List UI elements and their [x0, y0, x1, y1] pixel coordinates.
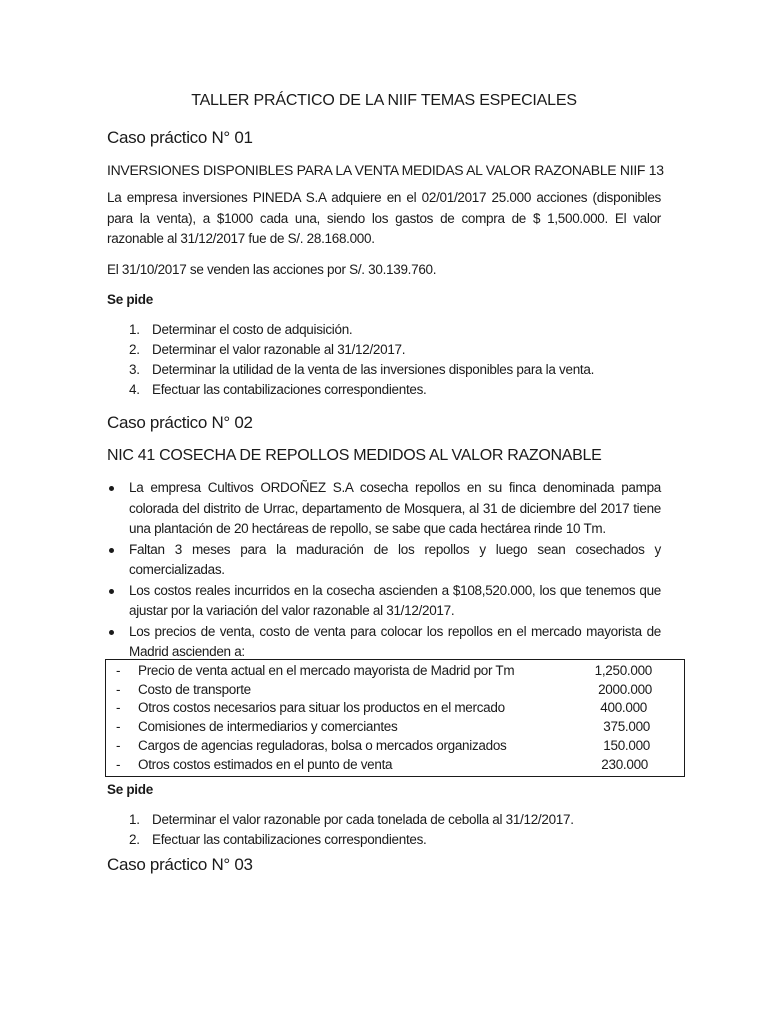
- row-dash: -: [116, 682, 121, 697]
- bullet-text: La empresa Cultivos ORDOÑEZ S.A cosecha repollos en su finca denominada pampa colorada del distrito de Urrac, departamento de Mosquera, al 31 de diciembre del 2017 tiene una plantación de 20 hectáreas de repollo, se sabe que cada hectárea rinde 10 Tm.: [129, 480, 661, 536]
- row-amount: 375.000: [603, 719, 650, 734]
- bullet-dot-icon: [109, 548, 114, 553]
- row-dash: -: [116, 738, 121, 753]
- case1-paragraph-2: El 31/10/2017 se venden las acciones por S/. 30.139.760.: [107, 262, 437, 277]
- bullet-text: Los costos reales incurridos en la cosecha ascienden a $108,520.000, los que tenemos que ajustar por la variación del valor razonable al 31/12/2017.: [129, 582, 661, 618]
- list-number: 1.: [129, 812, 140, 827]
- list-text: Efectuar las contabilizaciones correspondientes.: [152, 832, 427, 847]
- table-row: [106, 698, 684, 717]
- list-item: [107, 810, 574, 830]
- row-description: Comisiones de intermediarios y comerciantes: [138, 719, 398, 734]
- bullet-dot-icon: [109, 486, 114, 491]
- row-description: Otros costos necesarios para situar los productos en el mercado: [138, 700, 505, 715]
- list-text: Determinar la utilidad de la venta de las inversiones disponibles para la venta.: [152, 362, 595, 377]
- list-number: 1.: [129, 322, 140, 337]
- case2-task-list: [107, 810, 574, 850]
- list-item: [107, 320, 594, 340]
- row-dash: -: [116, 700, 121, 715]
- table-row: [106, 717, 684, 736]
- case2-bullet-list: [107, 478, 661, 663]
- list-number: 2.: [129, 832, 140, 847]
- case1-se-pide: Se pide: [107, 292, 153, 307]
- list-item: [107, 360, 594, 380]
- case2-heading: Caso práctico N° 02: [107, 413, 253, 432]
- case2-subheading: NIC 41 COSECHA DE REPOLLOS MEDIDOS AL VALOR RAZONABLE: [107, 447, 602, 464]
- bullet-item: [107, 540, 661, 581]
- row-dash: -: [116, 663, 121, 678]
- row-description: Precio de venta actual en el mercado mayorista de Madrid por Tm: [138, 663, 515, 678]
- list-number: 4.: [129, 382, 140, 397]
- document-title: TALLER PRÁCTICO DE LA NIIF TEMAS ESPECIALES: [191, 92, 577, 109]
- table-row: [106, 680, 684, 699]
- case1-task-list: [107, 320, 594, 400]
- cost-table: [105, 659, 685, 777]
- row-description: Costo de transporte: [138, 682, 251, 697]
- list-item: [107, 830, 574, 850]
- list-text: Determinar el valor razonable al 31/12/2017.: [152, 342, 406, 357]
- case1-heading: Caso práctico N° 01: [107, 128, 253, 147]
- list-item: [107, 340, 594, 360]
- bullet-text: Los precios de venta, costo de venta para colocar los repollos en el mercado mayorista de Madrid ascienden a:: [129, 623, 661, 659]
- table-row: [106, 755, 684, 774]
- list-number: 2.: [129, 342, 140, 357]
- list-item: [107, 380, 594, 400]
- row-description: Otros costos estimados en el punto de venta: [138, 757, 393, 772]
- bullet-dot-icon: [109, 630, 114, 635]
- row-description: Cargos de agencias reguladoras, bolsa o mercados organizados: [138, 738, 507, 753]
- table-row: [106, 736, 684, 755]
- bullet-item: [107, 622, 661, 663]
- case2-se-pide: Se pide: [107, 782, 153, 797]
- list-text: Determinar el valor razonable por cada tonelada de cebolla al 31/12/2017.: [152, 812, 574, 827]
- case1-paragraph-1: La empresa inversiones PINEDA S.A adquiere en el 02/01/2017 25.000 acciones (disponibles para la venta), a $1000 cada una, siendo los gastos de compra de $ 1,500.000. El valor razonable al 31/12/2017 fue de S/. 28.168.000.: [107, 190, 661, 246]
- row-amount: 400.000: [600, 700, 647, 715]
- row-amount: 2000.000: [598, 682, 652, 697]
- list-text: Efectuar las contabilizaciones correspondientes.: [152, 382, 427, 397]
- row-dash: -: [116, 719, 121, 734]
- list-text: Determinar el costo de adquisición.: [152, 322, 353, 337]
- table-row: [106, 661, 684, 680]
- case1-subheading: INVERSIONES DISPONIBLES PARA LA VENTA MEDIDAS AL VALOR RAZONABLE NIIF 13: [107, 162, 664, 178]
- row-amount: 1,250.000: [594, 663, 652, 678]
- bullet-text: Faltan 3 meses para la maduración de los repollos y luego sean cosechados y comercializadas.: [129, 541, 661, 577]
- case3-heading: Caso práctico N° 03: [107, 855, 253, 874]
- bullet-dot-icon: [109, 589, 114, 594]
- row-amount: 150.000: [603, 738, 650, 753]
- list-number: 3.: [129, 362, 140, 377]
- bullet-item: [107, 581, 661, 622]
- row-amount: 230.000: [601, 757, 648, 772]
- bullet-item: [107, 478, 661, 540]
- row-dash: -: [116, 757, 121, 772]
